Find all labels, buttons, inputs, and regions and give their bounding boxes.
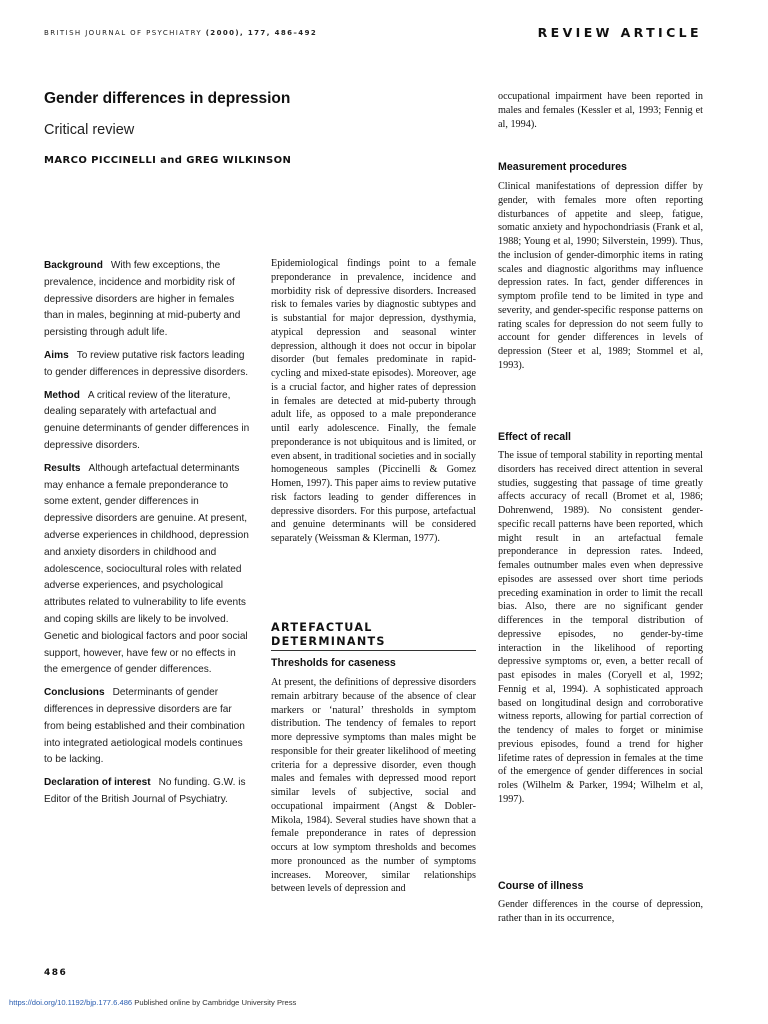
abstract-label: Background (44, 260, 103, 271)
body-text: Gender differences in the course of depression, rather than in its occurrence, (498, 899, 703, 924)
abstract-text: No funding. G.W. is Editor of the British Journal of Psychiatry. (44, 777, 246, 805)
body-text: occupational impairment have been reported in males and females (Kessler et al, 1993; Fennig et al, 1994). (498, 91, 703, 130)
abstract-label: Declaration of interest (44, 777, 151, 789)
journal-volume: (2000), 177, 486–492 (205, 29, 318, 37)
abstract (44, 258, 250, 815)
journal-citation (44, 29, 317, 37)
course-paragraph (498, 898, 703, 926)
abstract-conclusions (44, 685, 250, 769)
subsection-heading-course: Course of illness (498, 880, 584, 892)
publisher-note: Published online by Cambridge University Press (134, 998, 297, 1007)
subsection-heading-recall: Effect of recall (498, 431, 572, 443)
abstract-text: Although artefactual determinants may enhance a female preponderance to some extent, gender differences in depressive disorders are genuine. At present, adverse experiences in childhood, depression and anxiety disorders in childhood and adolescence, sociocultural roles with related adverse experiences, and psychological attributes related to vulnerability to life events and coping skills are likely to be involved. Genetic and biological factors and poor social support, however, have few or no effects in the emergence of gender differences. (44, 462, 249, 676)
abstract-declaration (44, 775, 250, 809)
body-text: The issue of temporal stability in reporting mental disorders has received direct attention in several studies, suggesting that passage of time greatly affects accuracy of recall (Bromet et al, 1986; Dohrenwend, 1989). No consistent gender-specific recall patterns have been reported, which might result in an artefactual female preponderance in depression rates. Indeed, females outnumber males even when depressive episodes are assessed over short time periods preceding examination in order to limit the recall bias. Also, there are no significant gender differences in the temporal distribution of depressive episodes, no gender-by-time interaction in the likelihood of reporting depressive symptoms or, even, a better recall of past episodes in males (Coryell et al, 1992; Fennig et al, 1994). A sophisticated approach based on longitudinal design and corroborative witness reports, allowing for partial correction of the tendency of males to forget or minimise previous episodes, found a trend for higher lifetime rates of depression in females at the time of the emergence of gender differences in social roles (Wilhelm & Parker, 1994; Wilhelm et al, 1997). (498, 450, 703, 805)
abstract-label: Conclusions (44, 687, 105, 699)
article-subtitle: Critical review (44, 122, 135, 138)
measurement-paragraph (498, 180, 703, 373)
abstract-results (44, 461, 250, 679)
subsection-heading-measurement: Measurement procedures (498, 161, 627, 173)
abstract-text: With few exceptions, the prevalence, incidence and morbidity risk of depressive disorders are higher in females than in males, beginning at mid-puberty and persisting through adult life. (44, 260, 241, 339)
body-text: Clinical manifestations of depression differ by gender, with females more often reporting disturbances of appetite and sleep, fatigue, somatic anxiety and hypochondriasis (Frank et al, 1988; Young et al, 1990; Silverstein, 1999). Thus, the inclusion of gender-dimorphic items in rating scales and diagnostic algorithms may influence depression rates. In fact, gender differences in symptom profile tend to be limited in type and severity, and gender-specific response patterns on rating scales for depression do not seem fully to account for gender differences in levels of depression (Steer et al, 1989; Stommel et al, 1993). (498, 181, 703, 371)
body-text: At present, the definitions of depressive disorders remain arbitrary because of the absence of clear markers or ‘natural’ thresholds in symptom distribution. The tendency of females to report more depressive symptoms than males might be responsible for their greater likelihood of meeting criteria for a depressive disorder, even though males and females with depressed mood report similar levels of subjective, social and occupational impairment (Angst & Dobler-Mikola, 1984). Several studies have shown that a female preponderance in rates of depression occurs at low symptom thresholds and becomes more pronounced as the number of symptoms increases. Moreover, similar relationships between levels of depression and (271, 677, 476, 895)
subsection-heading-thresholds: Thresholds for caseness (271, 657, 396, 669)
continued-paragraph (498, 90, 703, 131)
recall-paragraph (498, 449, 703, 807)
doi-link[interactable]: https://doi.org/10.1192/bjp.177.6.486 (9, 998, 133, 1007)
abstract-aims (44, 348, 250, 382)
article-type-label: REVIEW ARTICLE (537, 25, 702, 40)
abstract-text: To review putative risk factors leading to gender differences in depressive disorders. (44, 349, 249, 378)
page-number: 486 (44, 968, 68, 978)
article-authors: MARCO PICCINELLI and GREG WILKINSON (44, 155, 292, 166)
abstract-method (44, 388, 250, 455)
abstract-label: Method (44, 389, 80, 401)
abstract-label: Aims (44, 349, 69, 361)
article-title: Gender differences in depression (44, 90, 291, 107)
thresholds-paragraph (271, 676, 476, 896)
intro-paragraph (271, 257, 476, 546)
abstract-text: A critical review of the literature, dealing separately with artefactual and genuine determinants of gender differences in depressive disorders. (44, 389, 250, 451)
abstract-label: Results (44, 462, 81, 474)
section-heading: ARTEFACTUAL DETERMINANTS (271, 621, 476, 651)
body-text: Epidemiological findings point to a female preponderance in prevalence, incidence and morbidity risk of depressive disorders. Increased risk to females varies by diagnostic subtypes and is substantial for major depression, dysthymia, atypical depression and seasonal winter depression, although it does not occur in bipolar disorder (but females predominate in rapid-cycling and mixed-state episodes). Moreover, age is a crucial factor, and higher rates of depression in females are detected at mid-puberty through adult life, as opposed to a male preponderance until early adolescence. Finally, the female preponderance is not ubiquitous and is limited, or even absent, in traditional societies and in socially homogeneous samples (Piccinelli & Gomez Homen, 1997). This paper aims to review putative risk factors leading to gender differences in depressive disorders. For this purpose, artefactual and genuine determinants will be considered separately (Weissman & Klerman, 1977). (271, 258, 476, 544)
abstract-text: Determinants of gender differences in depressive disorders are far from being established and their combination into integrated aetiological models continues to be lacking. (44, 687, 245, 766)
journal-name: BRITISH JOURNAL OF PSYCHIATRY (44, 29, 203, 37)
page-footer (9, 998, 296, 1007)
abstract-background (44, 258, 250, 342)
